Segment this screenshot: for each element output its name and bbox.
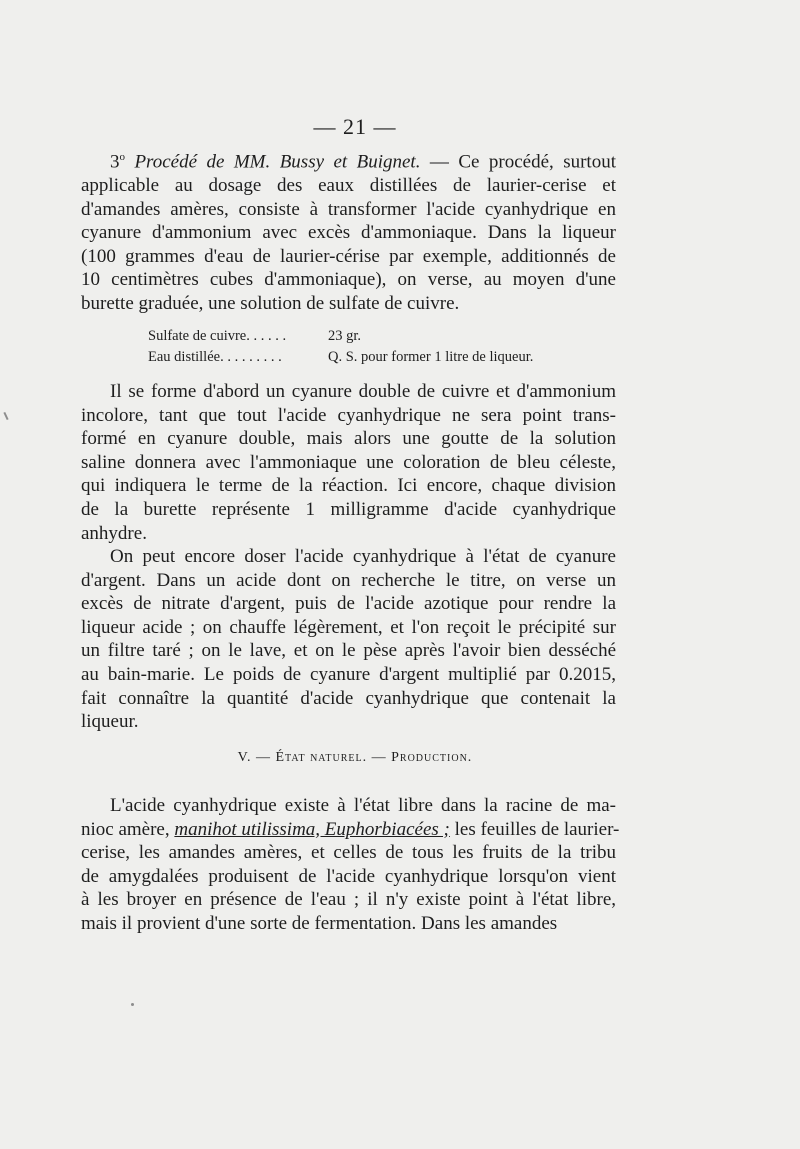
paragraph-line: saline donnera avec l'ammoniaque une coloration de bleu céleste,	[81, 451, 616, 473]
recipe-label: Eau distillée. . . . . . . . .	[148, 349, 282, 365]
paragraph-bussy-buignet-method	[81, 146, 616, 315]
paragraph-line: cyanure d'ammonium avec excès d'ammoniaque. Dans la liqueur	[81, 222, 616, 244]
paragraph-line: liqueur.	[81, 711, 139, 733]
paragraph-line: à les broyer en présence de l'eau ; il n'y existe point à l'état libre,	[81, 889, 616, 911]
paragraph-line: On peut encore doser l'acide cyanhydrique à l'état de cyanure	[110, 546, 616, 567]
paragraph-line: cerise, les amandes amères, et celles de tous les fruits de la tribu	[81, 842, 616, 864]
paragraph-line: burette graduée, une solution de sulfate de cuivre.	[81, 292, 460, 314]
ordinal-suffix: o	[119, 151, 125, 163]
botanical-name: manihot utilissima, Euphorbiacées ;	[174, 818, 450, 840]
paragraph-line: un filtre taré ; on le lave, et on le pèse après l'avoir bien desséché	[81, 640, 616, 662]
reagent-recipe	[148, 326, 618, 368]
ordinal-number: 3	[110, 151, 120, 173]
method-title-continuation: — Ce procédé, surtout	[420, 151, 616, 173]
paragraph-double-cyanide	[81, 380, 616, 545]
recipe-value: 23 gr.	[328, 328, 362, 344]
section-numeral: V. —	[237, 750, 271, 765]
recipe-value: Q. S. pour former 1 litre de liqueur.	[328, 349, 534, 365]
paragraph-line: fait connaître la quantité d'acide cyanhydrique que contenait la	[81, 687, 616, 709]
method-title: Procédé de MM. Bussy et Buignet.	[125, 151, 421, 173]
margin-mark	[3, 412, 8, 420]
paragraph-line: qui indiquera le terme de la réaction. Ici encore, chaque division	[81, 475, 616, 497]
paragraph-line: excès de nitrate d'argent, puis de l'acide azotique pour rendre la	[81, 593, 616, 615]
paragraph-line: de amygdalées produisent de l'acide cyanhydrique lorsqu'on vient	[81, 865, 616, 887]
paragraph-line: d'argent. Dans un acide dont on recherche le titre, on verse un	[81, 569, 616, 591]
line-fragment: les feuilles de laurier-	[449, 818, 620, 840]
paragraph-line: au bain-marie. Le poids de cyanure d'argent multiplié par 0.2015,	[81, 663, 616, 685]
paragraph-line: 10 centimètres cubes d'ammoniaque), on verse, au moyen d'une	[81, 269, 616, 291]
paragraph-line	[81, 146, 616, 174]
section-separator: —	[367, 750, 392, 765]
paragraph-line: L'acide cyanhydrique existe à l'état libre dans la racine de ma-	[110, 795, 616, 816]
paragraph-line: mais il provient d'une sorte de fermentation. Dans les amandes	[81, 912, 558, 934]
paragraph-line: formé en cyanure double, mais alors une goutte de la solution	[81, 428, 616, 450]
paragraph-line: anhydre.	[81, 522, 147, 544]
paragraph-natural-state	[81, 794, 620, 936]
recipe-label: Sulfate de cuivre. . . . . .	[148, 328, 287, 344]
page-number: — 21 —	[313, 114, 397, 139]
recipe-row-distilled-water	[148, 347, 618, 368]
paragraph-line: de la burette représente 1 milligramme d'acide cyanhydrique	[81, 498, 616, 520]
section-heading	[0, 750, 710, 766]
line-fragment: nioc amère,	[81, 818, 175, 840]
paragraph-silver-cyanide	[81, 545, 616, 734]
paragraph-line: Il se forme d'abord un cyanure double de cuivre et d'ammonium	[110, 381, 616, 402]
paragraph-line	[81, 818, 620, 842]
paragraph-line: (100 grammes d'eau de laurier-cérise par exemple, additionnés de	[81, 245, 616, 267]
recipe-row-copper-sulfate	[148, 326, 618, 347]
paragraph-line: liqueur acide ; on chauffe légèrement, et l'on reçoit le précipité sur	[81, 616, 616, 638]
paper-speck	[131, 1003, 134, 1006]
section-subtitle: Production.	[391, 750, 473, 765]
paragraph-line: d'amandes amères, consiste à transformer l'acide cyanhydrique en	[81, 198, 616, 220]
section-title: État naturel.	[275, 750, 368, 765]
paragraph-line: incolore, tant que tout l'acide cyanhydrique ne sera point trans-	[81, 404, 616, 426]
paragraph-line: applicable au dosage des eaux distillées de laurier-cerise et	[81, 174, 616, 196]
